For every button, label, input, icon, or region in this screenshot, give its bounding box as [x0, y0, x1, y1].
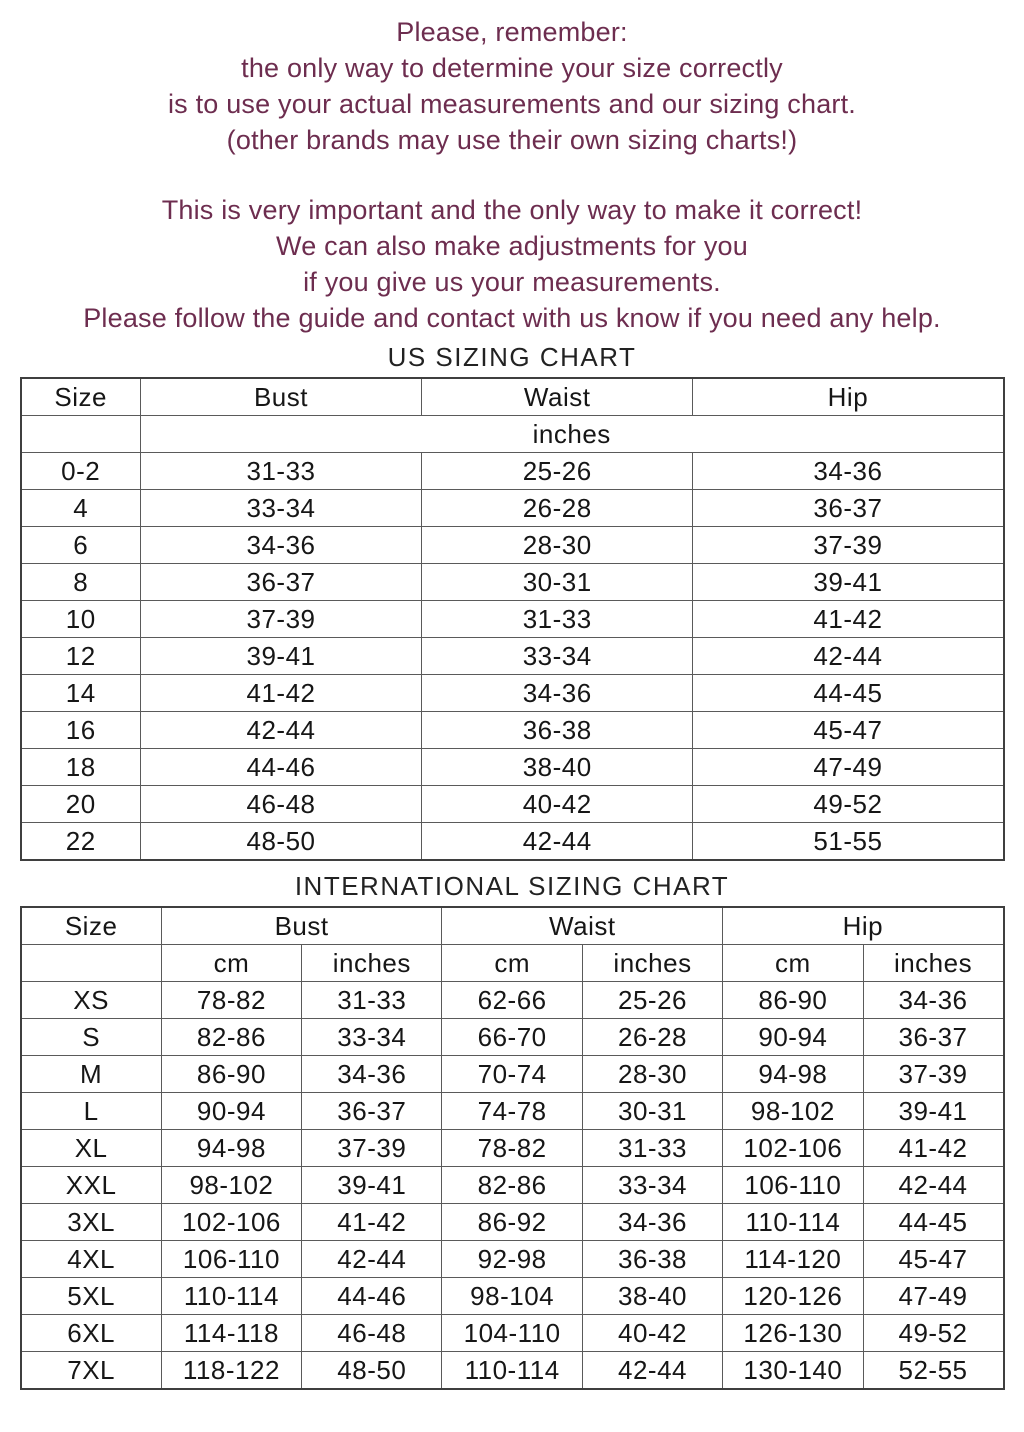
- table-row: [21, 823, 1004, 861]
- hip-inches-cell: 34-36: [863, 982, 1003, 1019]
- hip-cm-cell: 98-102: [723, 1093, 863, 1130]
- bust-cm-cell: 78-82: [161, 982, 301, 1019]
- hip-inches-cell: 37-39: [863, 1056, 1003, 1093]
- table-row: [21, 712, 1004, 749]
- column-header-hip: Hip: [693, 378, 1004, 416]
- waist-cm-cell: 86-92: [442, 1204, 582, 1241]
- bust-cm-cell: 114-118: [161, 1315, 301, 1352]
- intro-line: the only way to determine your size correctly: [241, 53, 783, 83]
- hip-cell: 34-36: [693, 453, 1004, 490]
- column-header-size: Size: [21, 907, 162, 945]
- table-row: [21, 1167, 1004, 1204]
- size-cell: 0-2: [21, 453, 141, 490]
- intro-line: We can also make adjustments for you: [276, 231, 748, 261]
- table-row: [21, 1056, 1004, 1093]
- intro-line: if you give us your measurements.: [303, 267, 721, 297]
- bust-cell: 39-41: [140, 638, 421, 675]
- table-header-row: [21, 907, 1004, 945]
- size-cell: 5XL: [21, 1278, 162, 1315]
- hip-cell: 42-44: [693, 638, 1004, 675]
- hip-cell: 51-55: [693, 823, 1004, 861]
- waist-cell: 25-26: [422, 453, 693, 490]
- bust-cm-cell: 102-106: [161, 1204, 301, 1241]
- hip-cm-cell: 86-90: [723, 982, 863, 1019]
- table-row: [21, 786, 1004, 823]
- waist-cm-cell: 82-86: [442, 1167, 582, 1204]
- waist-inches-cell: 36-38: [582, 1241, 722, 1278]
- hip-inches-cell: 42-44: [863, 1167, 1003, 1204]
- hip-inches-cell: 39-41: [863, 1093, 1003, 1130]
- intro-line: Please follow the guide and contact with us know if you need any help.: [83, 303, 941, 333]
- waist-cm-cell: 66-70: [442, 1019, 582, 1056]
- waist-cell: 34-36: [422, 675, 693, 712]
- hip-cell: 36-37: [693, 490, 1004, 527]
- bust-cm-cell: 94-98: [161, 1130, 301, 1167]
- bust-inches-cell: 31-33: [302, 982, 442, 1019]
- waist-inches-cell: 31-33: [582, 1130, 722, 1167]
- intro-line: (other brands may use their own sizing charts!): [226, 125, 798, 155]
- unit-label-cm: cm: [442, 945, 582, 982]
- bust-cm-cell: 90-94: [161, 1093, 301, 1130]
- unit-label-cm: cm: [723, 945, 863, 982]
- bust-cell: 34-36: [140, 527, 421, 564]
- size-cell: 7XL: [21, 1352, 162, 1390]
- hip-cm-cell: 90-94: [723, 1019, 863, 1056]
- size-cell: 10: [21, 601, 141, 638]
- hip-cm-cell: 130-140: [723, 1352, 863, 1390]
- table-row: [21, 675, 1004, 712]
- intl-chart-title: INTERNATIONAL SIZING CHART: [294, 871, 730, 901]
- waist-cm-cell: 104-110: [442, 1315, 582, 1352]
- intro-line: This is very important and the only way to make it correct!: [161, 195, 863, 225]
- unit-label-inches: inches: [582, 945, 722, 982]
- table-row: [21, 749, 1004, 786]
- size-cell: 6XL: [21, 1315, 162, 1352]
- column-header-size: Size: [21, 378, 141, 416]
- hip-cell: 41-42: [693, 601, 1004, 638]
- table-row: [21, 564, 1004, 601]
- size-cell: 22: [21, 823, 141, 861]
- bust-cell: 31-33: [140, 453, 421, 490]
- hip-inches-cell: 44-45: [863, 1204, 1003, 1241]
- waist-cell: 26-28: [422, 490, 693, 527]
- us-chart-title: US SIZING CHART: [387, 342, 637, 372]
- size-cell: XXL: [21, 1167, 162, 1204]
- unit-label-cm: cm: [161, 945, 301, 982]
- table-row: [21, 1241, 1004, 1278]
- waist-cm-cell: 74-78: [442, 1093, 582, 1130]
- bust-cm-cell: 86-90: [161, 1056, 301, 1093]
- size-cell: M: [21, 1056, 162, 1093]
- size-cell: 4XL: [21, 1241, 162, 1278]
- bust-inches-cell: 46-48: [302, 1315, 442, 1352]
- bust-cm-cell: 98-102: [161, 1167, 301, 1204]
- hip-cell: 44-45: [693, 675, 1004, 712]
- size-cell: XS: [21, 982, 162, 1019]
- hip-inches-cell: 45-47: [863, 1241, 1003, 1278]
- waist-inches-cell: 26-28: [582, 1019, 722, 1056]
- hip-cell: 47-49: [693, 749, 1004, 786]
- bust-inches-cell: 34-36: [302, 1056, 442, 1093]
- table-row: [21, 1019, 1004, 1056]
- bust-cell: 33-34: [140, 490, 421, 527]
- size-cell: L: [21, 1093, 162, 1130]
- bust-inches-cell: 39-41: [302, 1167, 442, 1204]
- hip-inches-cell: 49-52: [863, 1315, 1003, 1352]
- size-cell: S: [21, 1019, 162, 1056]
- hip-cell: 37-39: [693, 527, 1004, 564]
- waist-cm-cell: 110-114: [442, 1352, 582, 1390]
- bust-inches-cell: 48-50: [302, 1352, 442, 1390]
- hip-inches-cell: 36-37: [863, 1019, 1003, 1056]
- hip-cm-cell: 94-98: [723, 1056, 863, 1093]
- table-row: [21, 527, 1004, 564]
- waist-cell: 31-33: [422, 601, 693, 638]
- waist-cell: 42-44: [422, 823, 693, 861]
- size-cell: 20: [21, 786, 141, 823]
- hip-inches-cell: 52-55: [863, 1352, 1003, 1390]
- size-cell: 3XL: [21, 1204, 162, 1241]
- waist-inches-cell: 28-30: [582, 1056, 722, 1093]
- size-cell: 4: [21, 490, 141, 527]
- column-header-bust: Bust: [140, 378, 421, 416]
- empty-cell: [21, 416, 141, 453]
- table-row: [21, 1204, 1004, 1241]
- table-row: [21, 1315, 1004, 1352]
- table-row: [21, 490, 1004, 527]
- bust-inches-cell: 33-34: [302, 1019, 442, 1056]
- table-row: [21, 638, 1004, 675]
- hip-cell: 49-52: [693, 786, 1004, 823]
- waist-cell: 30-31: [422, 564, 693, 601]
- hip-cm-cell: 106-110: [723, 1167, 863, 1204]
- waist-inches-cell: 42-44: [582, 1352, 722, 1390]
- size-cell: 16: [21, 712, 141, 749]
- hip-cm-cell: 114-120: [723, 1241, 863, 1278]
- table-row: [21, 1130, 1004, 1167]
- bust-cell: 41-42: [140, 675, 421, 712]
- bust-cell: 44-46: [140, 749, 421, 786]
- hip-inches-cell: 47-49: [863, 1278, 1003, 1315]
- bust-inches-cell: 41-42: [302, 1204, 442, 1241]
- table-header-row: [21, 378, 1004, 416]
- hip-inches-cell: 41-42: [863, 1130, 1003, 1167]
- column-header-waist: Waist: [422, 378, 693, 416]
- bust-inches-cell: 44-46: [302, 1278, 442, 1315]
- us-sizing-table: [20, 377, 1005, 861]
- waist-inches-cell: 33-34: [582, 1167, 722, 1204]
- size-cell: 8: [21, 564, 141, 601]
- waist-cell: 33-34: [422, 638, 693, 675]
- intro-line: is to use your actual measurements and our sizing chart.: [167, 89, 857, 119]
- waist-cell: 40-42: [422, 786, 693, 823]
- size-cell: 14: [21, 675, 141, 712]
- hip-cell: 45-47: [693, 712, 1004, 749]
- size-cell: 6: [21, 527, 141, 564]
- waist-cell: 38-40: [422, 749, 693, 786]
- hip-cm-cell: 102-106: [723, 1130, 863, 1167]
- waist-cell: 28-30: [422, 527, 693, 564]
- intro-text-block: [0, 0, 1024, 336]
- hip-cell: 39-41: [693, 564, 1004, 601]
- unit-label-inches: inches: [863, 945, 1003, 982]
- bust-inches-cell: 36-37: [302, 1093, 442, 1130]
- column-header-hip: Hip: [723, 907, 1004, 945]
- bust-cm-cell: 110-114: [161, 1278, 301, 1315]
- size-cell: 18: [21, 749, 141, 786]
- intl-sizing-table: [20, 906, 1005, 1390]
- table-row: [21, 1278, 1004, 1315]
- waist-cm-cell: 70-74: [442, 1056, 582, 1093]
- table-row: [21, 1093, 1004, 1130]
- table-row: [21, 1352, 1004, 1390]
- unit-row: [21, 416, 1004, 453]
- waist-cm-cell: 78-82: [442, 1130, 582, 1167]
- hip-cm-cell: 120-126: [723, 1278, 863, 1315]
- sub-header-row: [21, 945, 1004, 982]
- hip-cm-cell: 126-130: [723, 1315, 863, 1352]
- bust-cell: 48-50: [140, 823, 421, 861]
- bust-cm-cell: 82-86: [161, 1019, 301, 1056]
- bust-cm-cell: 106-110: [161, 1241, 301, 1278]
- table-row: [21, 982, 1004, 1019]
- table-row: [21, 453, 1004, 490]
- bust-cm-cell: 118-122: [161, 1352, 301, 1390]
- waist-cm-cell: 62-66: [442, 982, 582, 1019]
- empty-cell: [21, 945, 162, 982]
- bust-cell: 37-39: [140, 601, 421, 638]
- waist-inches-cell: 30-31: [582, 1093, 722, 1130]
- column-header-waist: Waist: [442, 907, 723, 945]
- unit-label: inches: [140, 416, 1003, 453]
- bust-inches-cell: 37-39: [302, 1130, 442, 1167]
- column-header-bust: Bust: [161, 907, 442, 945]
- intro-line: Please, remember:: [396, 17, 628, 47]
- bust-inches-cell: 42-44: [302, 1241, 442, 1278]
- waist-cell: 36-38: [422, 712, 693, 749]
- size-cell: 12: [21, 638, 141, 675]
- waist-inches-cell: 34-36: [582, 1204, 722, 1241]
- waist-inches-cell: 25-26: [582, 982, 722, 1019]
- waist-cm-cell: 92-98: [442, 1241, 582, 1278]
- table-row: [21, 601, 1004, 638]
- bust-cell: 36-37: [140, 564, 421, 601]
- unit-label-inches: inches: [302, 945, 442, 982]
- bust-cell: 46-48: [140, 786, 421, 823]
- size-cell: XL: [21, 1130, 162, 1167]
- hip-cm-cell: 110-114: [723, 1204, 863, 1241]
- waist-inches-cell: 38-40: [582, 1278, 722, 1315]
- bust-cell: 42-44: [140, 712, 421, 749]
- waist-inches-cell: 40-42: [582, 1315, 722, 1352]
- waist-cm-cell: 98-104: [442, 1278, 582, 1315]
